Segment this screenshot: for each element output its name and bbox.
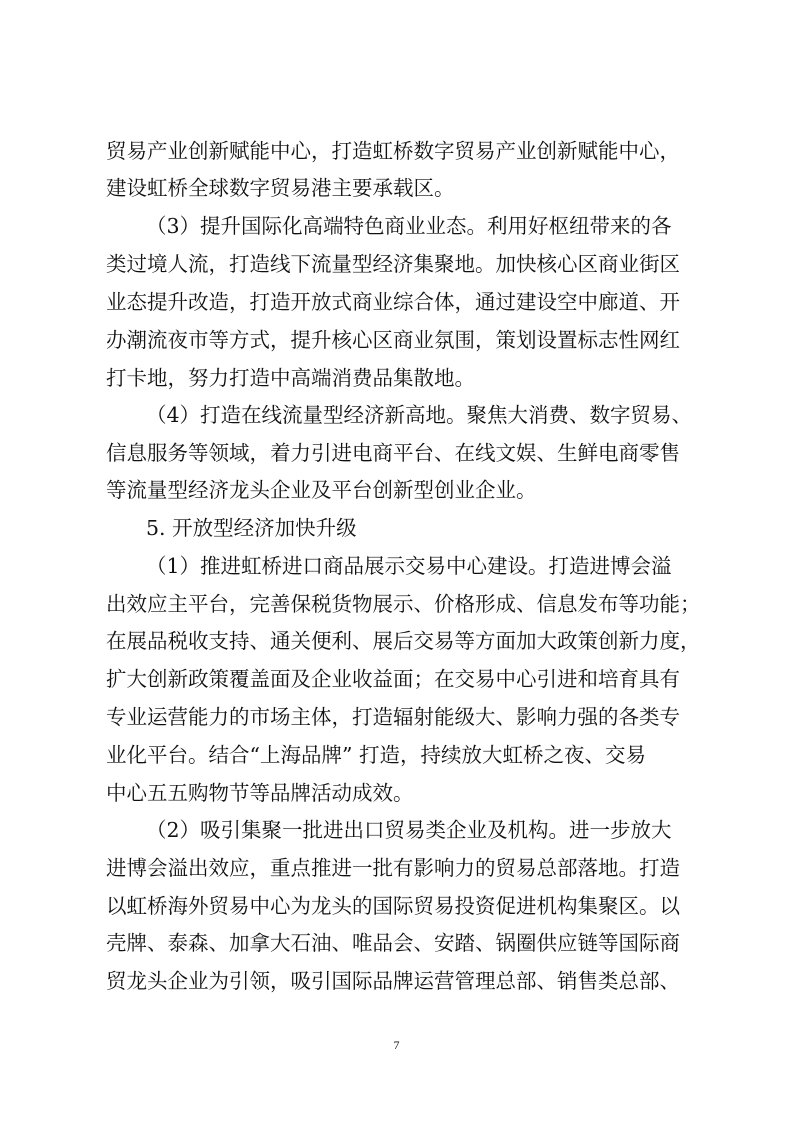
- paragraph-start-line: （3）提升国际化高端特色商业业态。利用好枢纽带来的各: [146, 214, 672, 238]
- text-line: 信息服务等领域，着力引进电商平台、在线文娱、生鲜电商零售: [106, 441, 680, 465]
- page-number: 7: [393, 1038, 400, 1052]
- text-line: 在展品税收支持、通关便利、展后交易等方面加大政策创新力度，: [106, 629, 701, 653]
- text-line: 出效应主平台，完善保税货物展示、价格形成、信息发布等功能；: [106, 592, 701, 616]
- text-line: 专业运营能力的市场主体，打造辐射能级大、影响力强的各类专: [106, 705, 680, 729]
- text-line: 贸易产业创新赋能中心，打造虹桥数字贸易产业创新赋能中心，: [106, 139, 680, 163]
- text-line: 贸龙头企业为引领，吸引国际品牌运营管理总部、销售类总部、: [106, 969, 680, 993]
- text-line: 办潮流夜市等方式，提升核心区商业氛围，策划设置标志性网红: [106, 328, 680, 352]
- text-line: 扩大创新政策覆盖面及企业收益面；在交易中心引进和培育具有: [106, 667, 680, 691]
- text-line: 建设虹桥全球数字贸易港主要承载区。: [106, 176, 455, 200]
- text-line: 中心五五购物节等品牌活动成效。: [106, 781, 414, 805]
- text-line: 进博会溢出效应，重点推进一批有影响力的贸易总部落地。打造: [106, 856, 680, 880]
- text-line: 壳牌、泰森、加拿大石油、唯品会、安踏、锅圈供应链等国际商: [106, 931, 680, 955]
- text-line: 以虹桥海外贸易中心为龙头的国际贸易投资促进机构集聚区。以: [106, 894, 680, 918]
- text-line: 类过境人流，打造线下流量型经济集聚地。加快核心区商业街区: [106, 252, 680, 276]
- text-line: 业化平台。结合“上海品牌” 打造，持续放大虹桥之夜、交易: [106, 743, 646, 767]
- text-line: 业态提升改造，打造开放式商业综合体，通过建设空中廊道、开: [106, 290, 680, 314]
- paragraph-start-line: （4）打造在线流量型经济新高地。聚焦大消费、数字贸易、: [146, 403, 693, 427]
- paragraph-start-line: （1）推进虹桥进口商品展示交易中心建设。打造进博会溢: [146, 554, 672, 578]
- section-heading: 5. 开放型经济加快升级: [146, 516, 357, 540]
- paragraph-start-line: （2）吸引集聚一批进出口贸易类企业及机构。进一步放大: [146, 818, 672, 842]
- text-line: 打卡地，努力打造中高端消费品集散地。: [106, 366, 475, 390]
- text-line: 等流量型经济龙头企业及平台创新型创业企业。: [106, 478, 537, 502]
